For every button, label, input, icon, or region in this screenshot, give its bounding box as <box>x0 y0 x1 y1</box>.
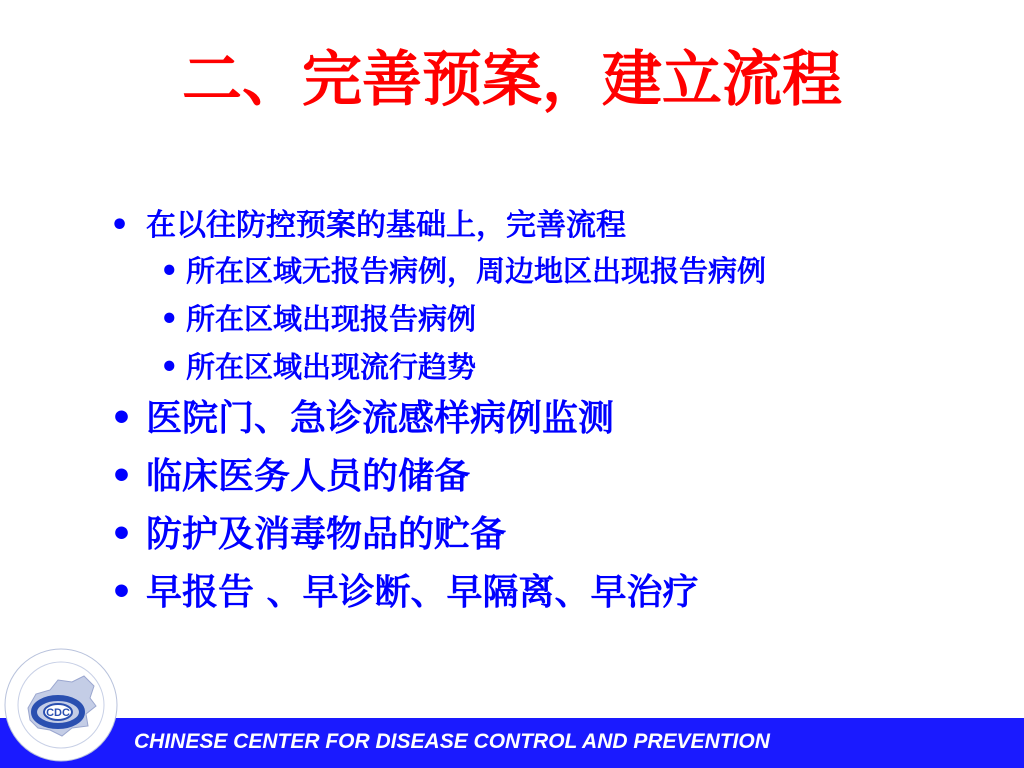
footer-text: CHINESE CENTER FOR DISEASE CONTROL AND PREVENTION <box>134 730 770 753</box>
list-item-text: 所在区域无报告病例，周边地区出现报告病例 <box>186 254 767 288</box>
list-item-text: 早报告 、早诊断、早隔离、早治疗 <box>146 572 699 613</box>
list-item <box>110 569 930 617</box>
list-item-text: 防护及消毒物品的贮备 <box>146 514 507 555</box>
bullet-marker: • <box>160 350 179 384</box>
cdc-logo-icon <box>2 646 120 764</box>
bullet-marker: • <box>110 514 134 555</box>
bullet-marker: • <box>160 302 179 336</box>
list-item-text: 医院门、急诊流感样病例监测 <box>146 398 615 439</box>
slide-title: 二、完善预案，建立流程 <box>182 45 842 115</box>
list-item <box>110 453 930 501</box>
list-item-text: 所在区域出现流行趋势 <box>186 350 477 384</box>
list-item <box>110 511 930 559</box>
bullet-marker: • <box>110 208 130 243</box>
list-item <box>110 395 930 443</box>
list-item <box>110 253 930 289</box>
bullet-marker: • <box>110 456 134 497</box>
list-item <box>110 205 930 247</box>
bullet-marker: • <box>160 254 179 288</box>
list-item <box>110 301 930 337</box>
list-item-text: 所在区域出现报告病例 <box>186 302 477 336</box>
list-item <box>110 349 930 385</box>
logo-text: CDC <box>46 707 70 719</box>
list-item-text: 在以往防控预案的基础上，完善流程 <box>146 208 626 243</box>
bullet-list <box>110 205 930 617</box>
bullet-marker: • <box>110 398 134 439</box>
list-item-text: 临床医务人员的储备 <box>146 456 471 497</box>
bullet-marker: • <box>110 572 134 613</box>
